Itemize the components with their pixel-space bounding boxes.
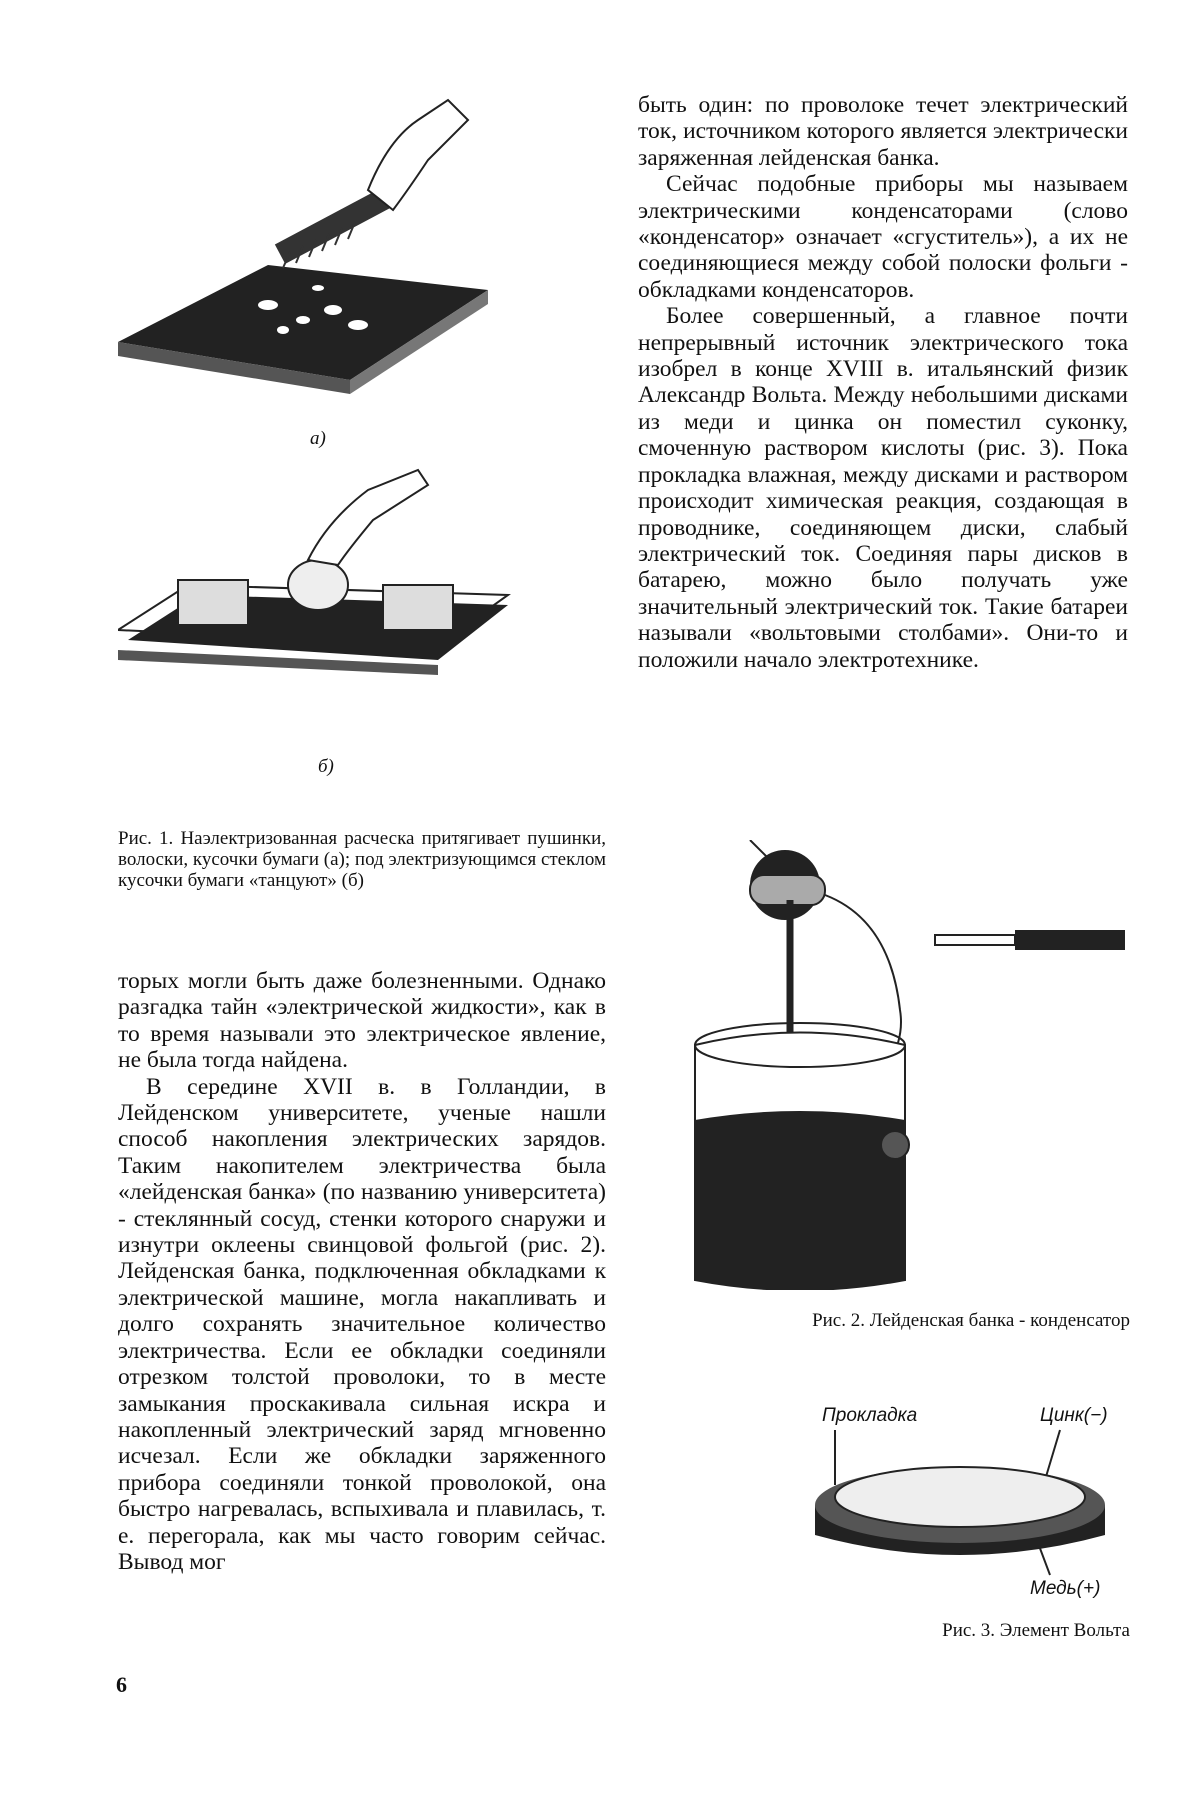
figure-3-caption: Рис. 3. Элемент Вольта [942, 1620, 1130, 1641]
paragraph: быть один: по проволоке течет электрический ток, источником которого является электрически заряженная лейденская банка. [638, 92, 1128, 171]
figure-1b-label: б) [318, 756, 334, 777]
paragraph: В середине XVII в. в Голландии, в Лейденском университете, ученые нашли способ накопления электрических зарядов. Таким накопителем электричества была «лейденская банка» (по названию университета) - стеклянный сосуд, стенки которого снаружи и изнутри оклеены свинцовой фольгой (рис. 2). Лейденская банка, подключенная обкладками к электрической машине, могла накапливать и долго сохранять значительное количество электричества. Если ее обкладки соединяли отрезком толстой проволоки, то в месте замыкания проскакивала сильная искра и накопленный электрический заряд мгновенно исчезал. Если же обкладки заряженного прибора соединяли тонкой проволокой, она быстро нагревалась, вспыхивала и плавилась, т. е. перегорала, как мы часто говорим сейчас. Вывод мог [118, 1073, 606, 1575]
page-number: 6 [116, 1672, 127, 1697]
figure-1b-illustration [118, 450, 518, 750]
figure-3-label-copper: Медь(+) [1030, 1578, 1101, 1599]
right-column-text [638, 92, 1128, 673]
figure-2-leyden-jar [690, 840, 1130, 1290]
figure-1a-label: а) [310, 428, 326, 449]
figure-1-caption: Рис. 1. Наэлектризованная расческа притягивает пушинки, волоски, кусочки бумаги (а); под электризующимся стеклом кусочки бумаги «танцуют» (б) [118, 828, 606, 891]
figure-1a-illustration [118, 80, 518, 430]
figure-3-volta-cell [800, 1425, 1130, 1585]
left-column-text [118, 968, 606, 1575]
paragraph: Более совершенный, а главное почти непрерывный источник электрического тока изобрел в конце XVIII в. итальянский физик Александр Вольта. Между небольшими дисками из меди и цинка он поместил суконку, смоченную раствором кислоты (рис. 3). Пока прокладка влажная, между дисками и раствором происходит химическая реакция, создающая в проводнике, соединяющем диски, слабый электрический ток. Соединяя пары дисков в батарею, можно было получать уже значительный электрический ток. Такие батареи называли «вольтовыми столбами». Они-то и положили начало электротехнике. [638, 303, 1128, 673]
paragraph: Сейчас подобные приборы мы называем электрическими конденсаторами (слово «конденсатор» означает «сгуститель»), а их не соединяющиеся между собой полоски фольги - обкладками конденсаторов. [638, 171, 1128, 303]
paragraph: торых могли быть даже болезненными. Однако разгадка тайн «электрической жидкости», как в то время называли это электрическое явление, не была тогда найдена. [118, 968, 606, 1074]
figure-2-caption: Рис. 2. Лейденская банка - конденсатор [812, 1310, 1130, 1331]
figure-3-label-gasket: Прокладка [822, 1405, 918, 1426]
figure-3-label-zinc: Цинк(−) [1040, 1405, 1108, 1426]
